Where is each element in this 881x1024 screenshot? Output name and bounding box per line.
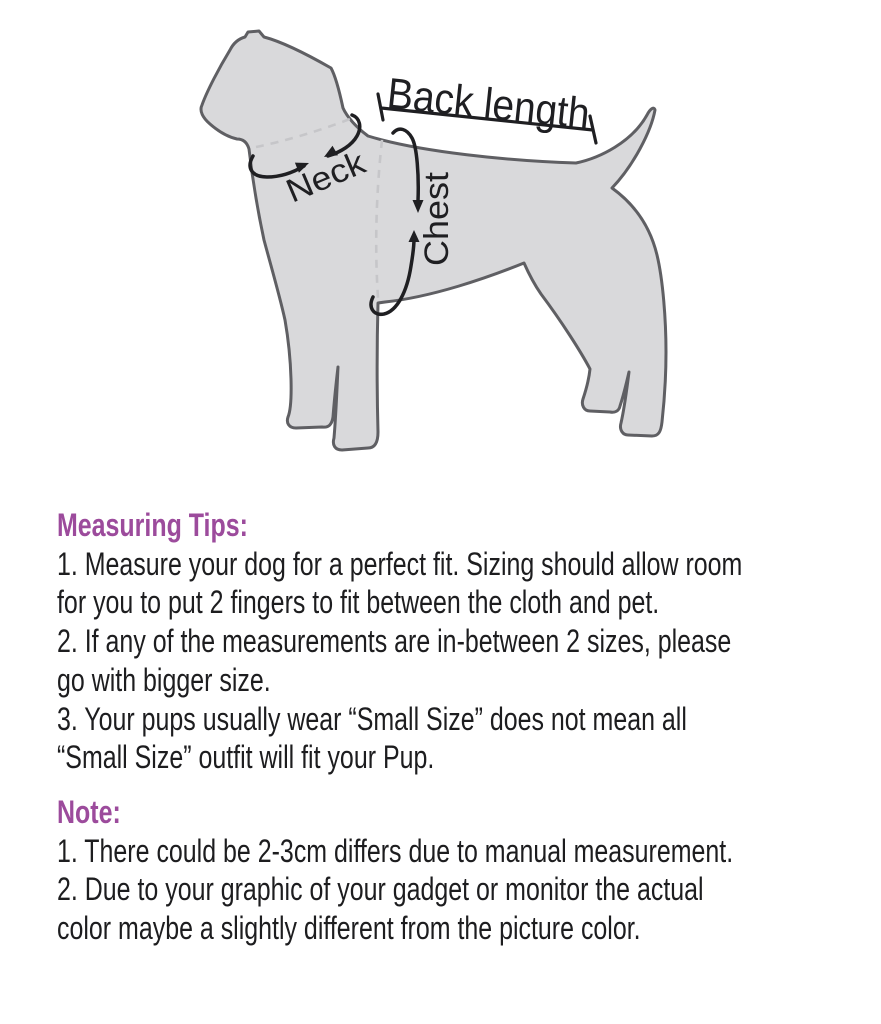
tips-line-3: 2. If any of the measurements are in-between 2 sizes, please <box>57 623 732 660</box>
measuring-tips-section <box>57 506 881 777</box>
tips-line-2: for you to put 2 fingers to fit between the cloth and pet. <box>57 584 660 621</box>
instructions-text <box>57 506 881 948</box>
note-section <box>57 793 881 948</box>
note-line-1: 1. There could be 2-3cm differs due to manual measurement. <box>57 832 734 869</box>
dog-measurement-diagram <box>0 0 881 500</box>
back-length-label: Back length <box>385 69 614 141</box>
tips-line-5: 3. Your pups usually wear “Small Size” does not mean all <box>57 700 687 737</box>
tips-line-6: “Small Size” outfit will fit your Pup. <box>57 739 435 776</box>
chest-label: Chest <box>418 177 456 266</box>
note-line-2: 2. Due to your graphic of your gadget or monitor the actual <box>57 871 704 908</box>
tips-heading: Measuring Tips: <box>57 507 248 543</box>
tips-line-1: 1. Measure your dog for a perfect fit. Sizing should allow room <box>57 545 743 582</box>
note-line-3: color maybe a slightly different from the picture color. <box>57 910 641 947</box>
neck-label: Neck <box>280 146 365 210</box>
note-heading: Note: <box>57 793 121 830</box>
tips-line-4: go with bigger size. <box>57 661 271 698</box>
